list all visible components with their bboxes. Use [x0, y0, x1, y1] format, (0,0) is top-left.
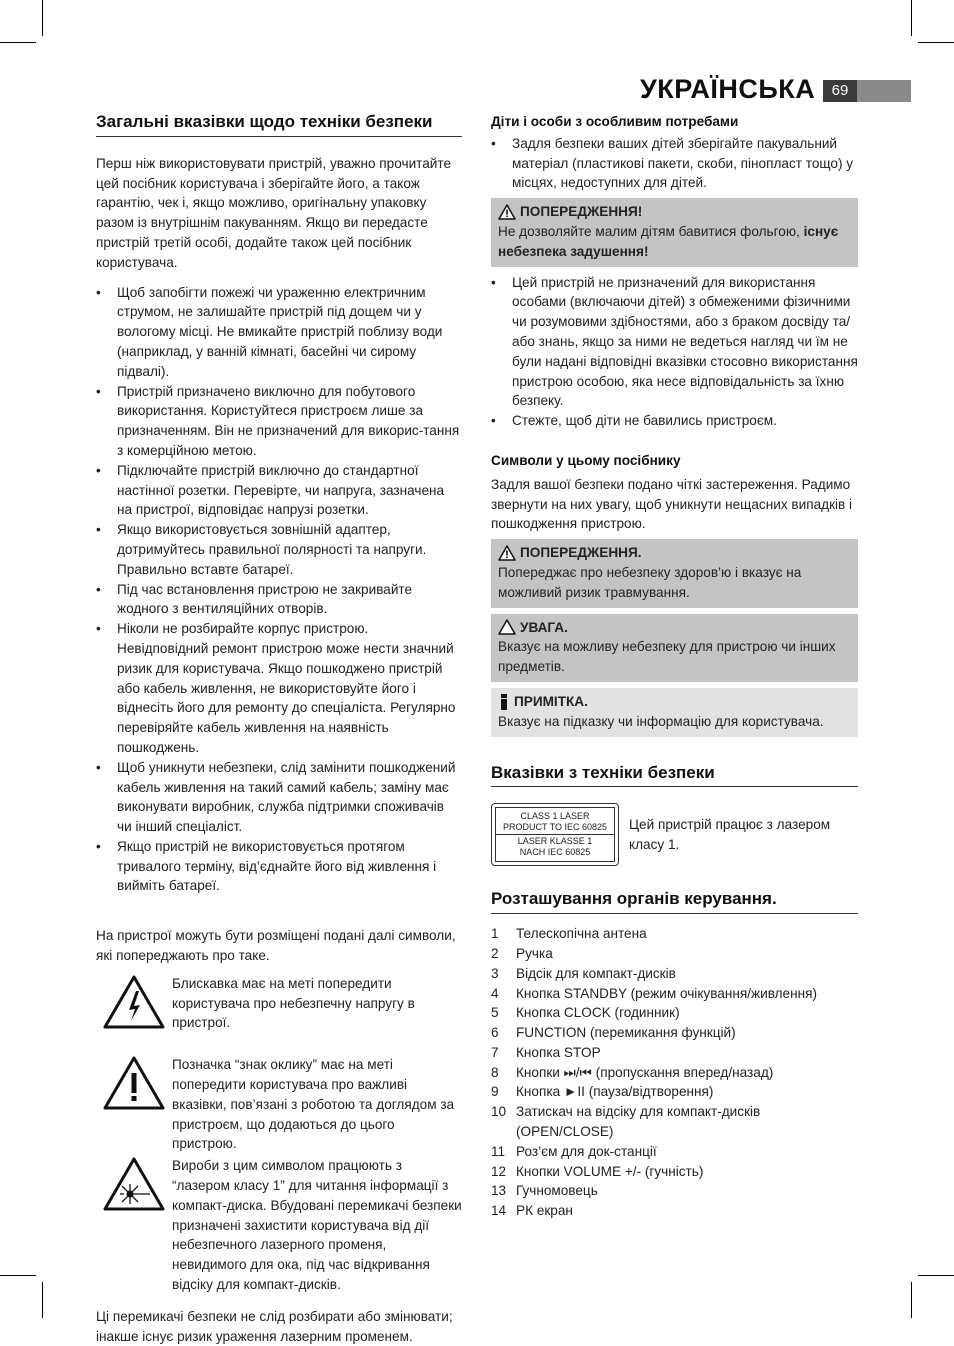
list-item: 6 FUNCTION (перемикання функцій) — [491, 1025, 736, 1041]
list-item: • Якщо використовується зовнішній адаптер, дотримуйтесь правильної полярності та напруги. Правильно вставте батареї. — [96, 520, 462, 579]
list-item: 8 Кнопки ⏭/⏮ (пропускання вперед/назад) — [491, 1064, 774, 1080]
children-list — [491, 134, 858, 193]
symbol-text: Вироби з цим символом працюють з “лазером класу 1” для читання інформації з компакт-диска. Вбудовані перемикачі безпеки призначені захистити користувача від дії небезпечного лазерного променя, невидимого для ока, під час відкривання відсіку для компакт-дисків. — [172, 1158, 462, 1293]
box-title: УВАГА. — [520, 619, 568, 635]
laser-warning-icon — [96, 1156, 172, 1295]
warning-title: ПОПЕРЕДЖЕННЯ! — [520, 204, 643, 220]
symbols-heading: Символи у цьому посібнику — [491, 452, 681, 468]
symbols-paragraph: Задля вашої безпеки подано чіткі застереження. Радимо звернути на них увагу, щоб уникнути нещасних випадків і пошкодження пристрою. — [491, 476, 853, 532]
box-title: ПОПЕРЕДЖЕННЯ. — [520, 545, 642, 561]
laser-text: Цей пристрій працює з лазером класу 1. — [629, 817, 831, 852]
list-item: 13 Гучномовець — [491, 1183, 598, 1199]
list-item: 9 Кнопка ►II (пауза/відтворення) — [491, 1084, 714, 1100]
box-text: Вказує на можливу небезпеку для пристрою чи інших предметів. — [498, 639, 836, 675]
page-number: 69 — [823, 80, 857, 102]
lightning-warning-icon — [96, 974, 172, 1033]
box-title: ПРИМІТКА. — [514, 693, 588, 709]
page-language-title: УКРАЇНСЬКА — [640, 74, 816, 104]
general-safety-heading: Загальні вказівки щодо техніки безпеки — [96, 112, 462, 137]
children-list — [491, 273, 858, 431]
list-item: 2 Ручка — [491, 945, 553, 961]
symbol-text: Позначка “знак оклику” має на меті попередити користувача про важливі вказівки, пов’язані з роботою та доглядом за пристроєм, що додаються до цього пристрою. — [172, 1057, 455, 1152]
controls-heading: Розташування органів керування. — [491, 889, 858, 914]
left-column — [96, 112, 462, 1346]
symbol-row — [96, 1156, 462, 1295]
crop-mark — [0, 1275, 36, 1276]
crop-mark — [911, 0, 912, 36]
list-item: 5 Кнопка CLOCK (годинник) — [491, 1005, 680, 1021]
safety-list — [96, 283, 462, 897]
crop-mark — [918, 42, 954, 43]
page-bar — [857, 80, 911, 102]
list-item: • Пристрій призначено виключно для побутового використання. Користуйтеся пристроєм лише за призначенням. Він не призначений для викорис-тання з комерційною метою. — [96, 382, 462, 461]
symbol-row — [96, 974, 462, 1033]
right-column — [491, 112, 858, 1221]
exclamation-warning-icon — [96, 1055, 172, 1154]
symbol-row — [96, 1055, 462, 1154]
list-item: 10 Затискач на відсіку для компакт-дисків (OPEN/CLOSE) — [491, 1104, 761, 1140]
symbol-text: Блискавка має на меті попередити користувача про небезпечну напругу в пристрої. — [172, 975, 415, 1031]
info-icon — [498, 694, 510, 710]
safety-heading: Вказівки з техніки безпеки — [491, 763, 858, 788]
list-item: • Якщо пристрій не використовується протягом тривалого терміну, від’єднайте його від живлення і вийміть батареї. — [96, 837, 462, 896]
list-item: • Щоб запобігти пожежі чи ураженню електричним струмом, не залишайте пристрій під дощем чи у вологому місці. Не вмикайте пристрій поблизу води (наприклад, у ванній кімнаті, басейні чи сирому підвалі). — [96, 283, 462, 382]
warning-text: Не дозволяйте малим дітям бавитися фольгою, існує небезпека задушення! — [498, 223, 839, 259]
crop-mark — [0, 42, 36, 43]
list-item: • Підключайте пристрій виключно до стандартної настінної розетки. Перевірте, чи напруга, зазначена на пристрої, відповідає напрузі розетки. — [96, 461, 462, 520]
crop-mark — [911, 1282, 912, 1318]
laser-row — [491, 803, 858, 866]
box-text: Вказує на підказку чи інформацію для користувача. — [498, 713, 824, 729]
warning-legend-box — [491, 539, 858, 607]
list-item: • Щоб уникнути небезпеки, слід замінити пошкоджений кабель живлення на такий самий кабель; заміну має виконувати виробник, служба підтримки споживачів чи інший спеціаліст. — [96, 758, 462, 837]
crop-mark — [918, 1275, 954, 1276]
list-item: • Стежте, щоб діти не бавились пристроєм. — [491, 411, 858, 431]
closing-paragraph: Ці перемикачі безпеки не слід розбирати або змінювати; інакше існує ризик ураження лазерним променем. — [96, 1308, 453, 1344]
list-item: 11 Роз’єм для док-станції — [491, 1143, 657, 1159]
list-item: 1 Телескопічна антена — [491, 926, 647, 942]
laser-class-label: CLASS 1 LASER PRODUCT TO IEC 60825 LASER KLASSE 1 NACH IEC 60825 — [491, 803, 619, 866]
list-item: 12 Кнопки VOLUME +/- (гучність) — [491, 1163, 704, 1179]
warning-triangle-icon — [498, 204, 516, 220]
list-item: 3 Відсік для компакт-дисків — [491, 965, 676, 981]
list-item: • Задля безпеки ваших дітей зберігайте пакувальний матеріал (пластикові пакети, скоби, пінопласт тощо) у місцях, недоступних для дітей. — [491, 134, 858, 193]
intro-paragraph: Перш ніж використовувати пристрій, уважно прочитайте цей посібник користувача і зберігайте його, а також гарантію, чек і, якщо можливо, оригінальну упаковку разом із внутрішнім пакуванням. Якщо ви передасте пристрій третій особі, додайте також цей посібник користувача. — [96, 155, 452, 270]
children-heading: Діти і особи з особливим потребами — [491, 114, 739, 129]
crop-mark — [42, 1282, 43, 1318]
box-text: Попереджає про небезпеку здоров’ю і вказує на можливий ризик травмування. — [498, 564, 802, 600]
warning-box — [491, 198, 858, 266]
caution-legend-box — [491, 614, 858, 682]
list-item: 4 Кнопка STANDBY (режим очікування/живлення) — [491, 985, 817, 1001]
warning-triangle-icon — [498, 545, 516, 561]
note-legend-box — [491, 688, 858, 737]
controls-list — [491, 924, 858, 1221]
crop-mark — [42, 0, 43, 36]
list-item: • Цей пристрій не призначений для використання особами (включаючи дітей) з обмеженими фізичними чи розумовими здібностями, або з браком досвіду та/або знань, якщо за ними не ведеться нагляд чи їм не були надані відповідні вказівки стосовно використання пристрою особою, яка несе відповідальність за їхню безпеку. — [491, 273, 858, 412]
list-item: • Під час встановлення пристрою не закривайте жодного з вентиляційних отворів. — [96, 580, 462, 620]
list-item: • Ніколи не розбирайте корпус пристрою. Невідповідний ремонт пристрою може нести значний ризик для користувача. Якщо пошкоджено пристрій або кабель живлення, не використовуйте його і віднесіть його для ремонту до спеціаліста. Регулярно перевіряйте кабель живлення на наявність пошкоджень. — [96, 619, 462, 758]
list-item: 14 РК екран — [491, 1203, 573, 1219]
list-item: 7 Кнопка STOP — [491, 1044, 601, 1060]
symbols-intro: На пристрої можуть бути розміщені подані далі символи, які попереджають про таке. — [96, 928, 456, 964]
caution-triangle-icon — [498, 619, 516, 635]
